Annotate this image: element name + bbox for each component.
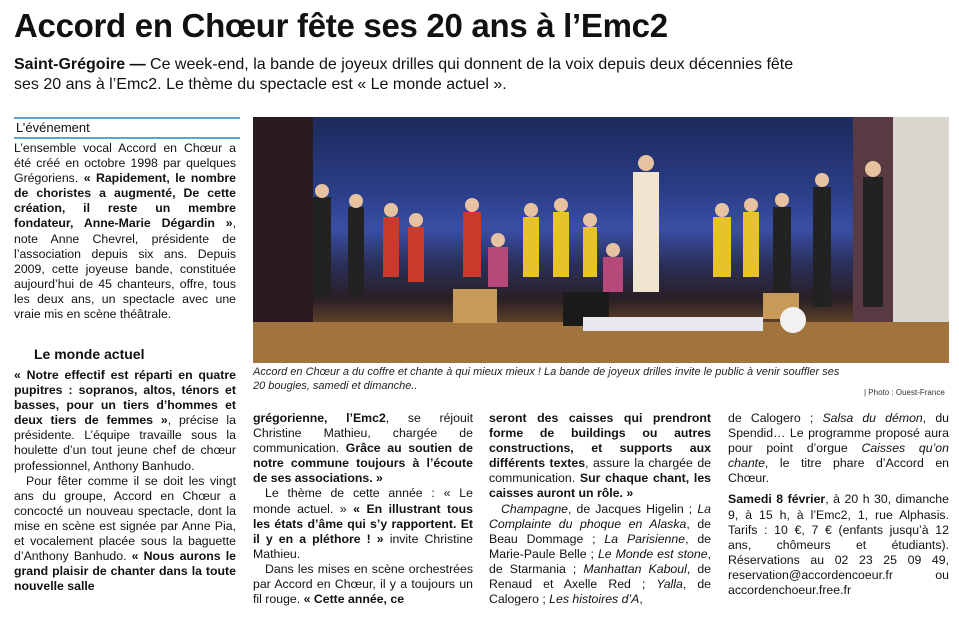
song-title: Yalla — [656, 577, 683, 592]
text: L’ensemble vocal Accord en Chœur a été créé en octobre 1998 par quelques Grégoriens. — [14, 141, 236, 186]
quote: « Notre effectif est réparti en quatre pupitres : sopranos, altos, ténors et basses, pour un tiers d’hommes et deux tiers de femmes » — [14, 368, 236, 428]
song-title: La Parisienne — [604, 531, 686, 546]
text: , à 20 h 30, dimanche 9, à 15 h, à l’Emc2, 1, rue Alphasis. Tarifs : 10 €, 7 € (enfants jusqu’à 12 ans, chômeurs et étudiants). Réservations au 02 23 25 09 49, reservation@accordencoeur.fr ou accordenchoeur.free.fr — [728, 492, 949, 598]
paragraph — [728, 411, 949, 486]
text: , le titre phare d’Accord en Chœur. — [728, 456, 949, 486]
headline: Accord en Chœur fête ses 20 ans à l’Emc2 — [14, 7, 668, 44]
photo-caption: Accord en Chœur a du coffre et chante à qui mieux mieux ! La bande de joyeux drilles invite le public à venir souffler ses 20 bougies, samedi et dimanche.. — [253, 366, 840, 392]
practical-info — [728, 492, 949, 598]
quote: grégorienne, l’Emc2 — [253, 411, 386, 425]
paragraph — [14, 474, 236, 595]
standfirst — [14, 55, 794, 95]
text: , — [639, 592, 643, 607]
song-title: Champagne — [501, 501, 568, 516]
paragraph — [489, 502, 711, 608]
text: invite Christine Mathieu. — [253, 531, 473, 561]
quote: « Nous aurons le grand plaisir de chanter dans la toute nouvelle salle — [14, 549, 236, 594]
text: Pour fêter comme il se doit les vingt ans du groupe, Accord en Chœur a concocté un nouveau spectacle, dont la mise en scène est signée par Anne Pia, et vocalement placée sous la baguette d’Anthony Banhudo. — [14, 473, 236, 564]
article-column-1-continued — [14, 368, 236, 594]
photo-credit: | Photo : Ouest-France — [864, 388, 945, 397]
section-rubric: L’événement — [14, 117, 240, 139]
song-title: La Complainte du phoque en Alaska — [489, 501, 711, 531]
article-column-4 — [728, 411, 949, 598]
text: , note Anne Chevrel, présidente de l’association depuis six ans. Depuis 2009, cette joyeuse bande, constituée aujourd’hui de 45 chanteurs, offre, tous les deux ans, un spectacle avec une vraie mis en scène théâtrale. — [14, 216, 236, 322]
text: , de Marie-Paule Belle ; — [489, 531, 712, 561]
text: Dans les mises en scène orchestrées par Accord en Chœur, il y a toujours un fil rouge. — [253, 561, 473, 607]
text: , assure la chargée de communication. — [489, 456, 711, 486]
text: , précise la présidente. L’équipe travaille sous la houlette d’un tout jeune chef de chœur professionnel, Anthony Banhudo. — [14, 413, 236, 473]
text: , se réjouit Christine Mathieu, chargée de communication. — [253, 411, 473, 456]
song-title: Le Monde est stone — [597, 546, 708, 561]
paragraph — [253, 411, 473, 486]
choir-photo — [253, 117, 949, 363]
text: , de Beau Dommage ; — [489, 516, 711, 546]
quote: « Rapidement, le nombre de choristes a augmenté, De cette création, il reste un membre fondateur, Anne-Marie Dégardin » — [14, 171, 236, 231]
standfirst-text: Ce week-end, la bande de joyeux drilles qui donnent de la voix depuis deux décennies fête ses 20 ans à l’Emc2. Le thème du spectacle est « Le monde actuel ». — [14, 56, 794, 93]
event-date: Samedi 8 février — [728, 492, 826, 507]
text: de Calogero ; — [728, 411, 823, 425]
quote: Grâce au soutien de notre commune toujours à l’écoute de ses associations. » — [253, 441, 473, 486]
dateline: Saint-Grégoire — — [14, 56, 146, 73]
text: , de Jacques Higelin ; — [568, 501, 698, 516]
text: , de Calogero ; — [489, 577, 711, 607]
text: , de Starmania ; — [489, 546, 711, 576]
song-title: Salsa du démon — [822, 411, 923, 425]
paragraph — [14, 141, 236, 322]
song-title: Les histoires d’A — [549, 592, 640, 607]
song-title: Manhattan Kaboul — [583, 561, 687, 576]
article-column-2 — [253, 411, 473, 607]
quote: « Cette année, ce — [303, 592, 405, 607]
paragraph — [14, 368, 236, 474]
quote: seront des caisses qui prendront forme de buildings ou autres constructions, et supports aux différents textes — [489, 411, 711, 471]
text: , du Spendid… Le programme proposé aura pour point d’orgue — [728, 411, 950, 456]
article-column-3 — [489, 411, 711, 607]
text: Le thème de cette année : « Le monde actuel. » — [253, 486, 473, 516]
quote: Sur chaque chant, les caisses auront un rôle. » — [489, 471, 712, 501]
paragraph — [253, 486, 473, 561]
song-title: Caisses qu’on chante — [728, 441, 949, 471]
article-column-1 — [14, 141, 236, 322]
text: , de Renaud et Axelle Red ; — [489, 561, 712, 592]
subheading: Le monde actuel — [34, 346, 145, 362]
paragraph — [253, 562, 473, 607]
quote: « En illustrant tous les états d’âme qui s’y rapportent. Et il y en a pléthore ! » — [253, 501, 474, 546]
paragraph — [489, 411, 711, 502]
